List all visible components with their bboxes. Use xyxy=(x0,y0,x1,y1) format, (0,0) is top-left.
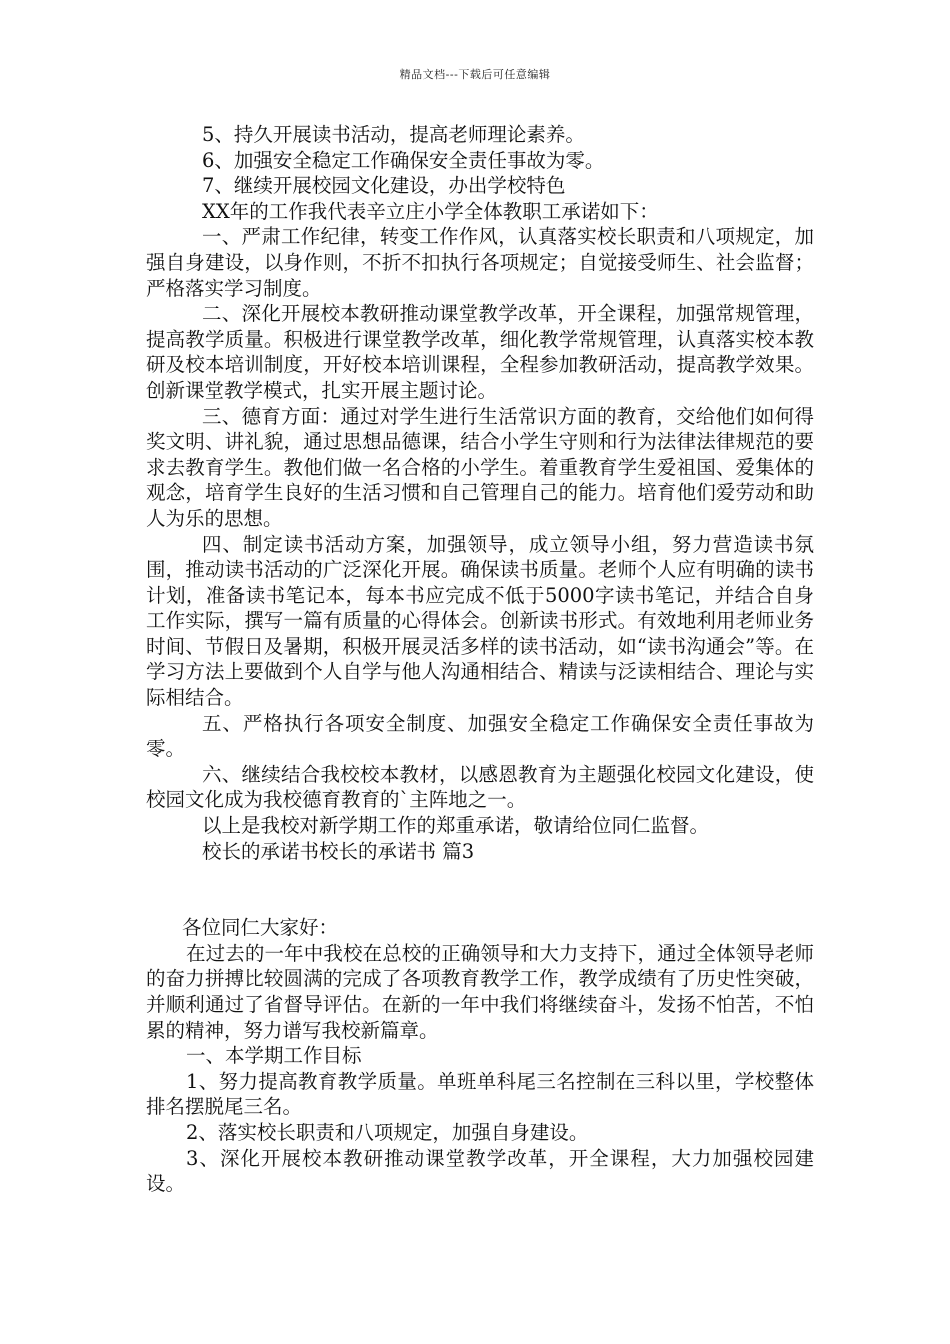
paragraph: 四、制定读书活动方案，加强领导，成立领导小组，努力营造读书氛围，推动读书活动的广泛深化开展。确保读书质量。老师个人应有明确的读书计划，准备读书笔记本，每本书应完成不低于5000字读书笔记，并结合自身工作实际，撰写一篇有质量的心得体会。创新读书形式。有效地利用老师业务时间、节假日及暑期，积极开展灵活多样的读书活动，如“读书沟通会”等。在学习方法上要做到个人自学与他人沟通相结合、精读与泛读相结合、理论与实际相结合。 xyxy=(146,532,814,710)
paragraph: 7、继续开展校园文化建设，办出学校特色 xyxy=(202,174,566,198)
paragraph: 一、严肃工作纪律，转变工作作风，认真落实校长职责和八项规定，加强自身建设，以身作则，不折不扣执行各项规定；自觉接受师生、社会监督；严格落实学习制度。 xyxy=(146,225,814,300)
section-heading: 校长的承诺书校长的承诺书 篇3 xyxy=(202,839,475,863)
paragraph: XX年的工作我代表辛立庄小学全体教职工承诺如下： xyxy=(202,199,659,223)
paragraph: 2、落实校长职责和八项规定，加强自身建设。 xyxy=(186,1120,589,1144)
paragraph: 6、加强安全稳定工作确保安全责任事故为零。 xyxy=(202,148,605,172)
section-heading: 一、本学期工作目标 xyxy=(186,1044,362,1068)
greeting: 各位同仁大家好： xyxy=(182,916,339,940)
document-body xyxy=(146,122,814,1197)
paragraph: 以上是我校对新学期工作的郑重承诺，敬请给位同仁监督。 xyxy=(202,814,710,838)
paragraph: 六、继续结合我校校本教材，以感恩教育为主题强化校园文化建设，使校园文化成为我校德育教育的`主阵地之一。 xyxy=(146,762,814,812)
paragraph: 在过去的一年中我校在总校的正确领导和大力支持下，通过全体领导老师的奋力拼搏比较圆满的完成了各项教育教学工作，教学成绩有了历史性突破，并顺利通过了省督导评估。在新的一年中我们将继续奋斗，发扬不怕苦，不怕累的精神，努力谱写我校新篇章。 xyxy=(146,941,814,1042)
paragraph: 五、严格执行各项安全制度、加强安全稳定工作确保安全责任事故为零。 xyxy=(146,711,814,761)
page-header: 精品文档---下载后可任意编辑 xyxy=(399,68,551,81)
paragraph: 3、深化开展校本教研推动课堂教学改革，开全课程，大力加强校园建设。 xyxy=(146,1146,814,1196)
paragraph: 三、德育方面：通过对学生进行生活常识方面的教育，交给他们如何得奖文明、讲礼貌，通过思想品德课，结合小学生守则和行为法律法律规范的要求去教育学生。教他们做一名合格的小学生。着重教育学生爱祖国、爱集体的观念，培育学生良好的生活习惯和自己管理自己的能力。培育他们爱劳动和助人为乐的思想。 xyxy=(146,404,814,530)
paragraph: 二、深化开展校本教研推动课堂教学改革，开全课程，加强常规管理，提高教学质量。积极进行课堂教学改革，细化教学常规管理，认真落实校本教研及校本培训制度，开好校本培训课程，全程参加教研活动，提高教学效果。创新课堂教学模式，扎实开展主题讨论。 xyxy=(146,302,814,402)
spacer xyxy=(146,864,814,915)
paragraph: 1、努力提高教育教学质量。单班单科尾三名控制在三科以里，学校整体排名摆脱尾三名。 xyxy=(146,1069,814,1119)
paragraph: 5、持久开展读书活动，提高老师理论素养。 xyxy=(202,123,585,146)
